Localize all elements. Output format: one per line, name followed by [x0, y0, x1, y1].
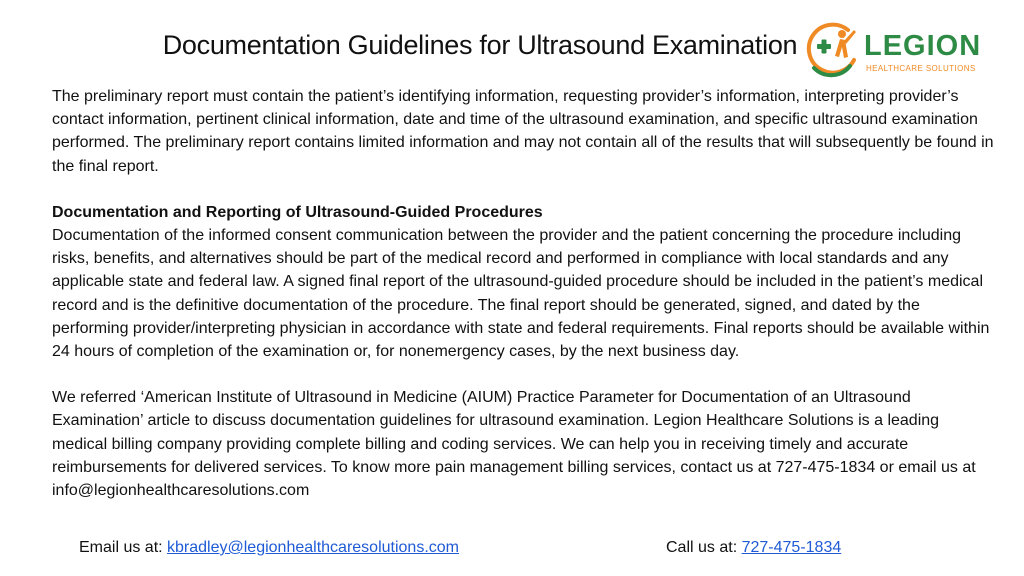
spacer	[52, 178, 997, 201]
logo-brand-text: LEGION	[864, 30, 982, 62]
reference-paragraph: We referred ‘American Institute of Ultrasound in Medicine (AIUM) Practice Parameter for Documentation of an Ultrasound Examination’ article to discuss documentation guidelines for ultrasound examination. Legion Healthcare Solutions is a leading medical billing company providing complete billing and coding services. We can help you in receiving timely and accurate reimbursements for delivered services. To know more pain management billing services, contact us at 727-475-1834 or email us at info@legionhealthcaresolutions.com	[52, 389, 976, 500]
intro-paragraph: The preliminary report must contain the patient’s identifying information, requesting provider’s information, interpreting provider’s contact information, pertinent clinical information, date and time of the ultrasound examination, and specific ultrasound examination performed. The preliminary report contains limited information and may not contain all of the results that will subsequently be found in the final report.	[52, 88, 994, 175]
procedures-paragraph: Documentation of the informed consent communication between the provider and the patient concerning the procedure including risks, benefits, and alternatives should be part of the medical record and performed in compliance with local standards and any applicable state and federal law. A signed final report of the ultrasound-guided procedure should be included in the patient’s medical record and is the definitive documentation of the procedure. The final report should be generated, signed, and dated by the performing provider/interpreting physician in accordance with state and federal requirements. Final reports should be available within 24 hours of completion of the examination or, for nonemergency cases, by the next business day.	[52, 227, 990, 361]
call-label: Call us at:	[666, 539, 742, 556]
company-logo	[804, 20, 984, 82]
footer-call	[666, 539, 841, 557]
footer-email	[79, 539, 459, 557]
body-content	[52, 85, 997, 502]
page-title: Documentation Guidelines for Ultrasound Examination	[162, 30, 798, 60]
email-label: Email us at:	[79, 539, 168, 556]
phone-link[interactable]: 727-475-1834	[741, 539, 842, 556]
email-link[interactable]: kbradley@legionhealthcaresolutions.com	[167, 539, 459, 556]
logo-tagline: HEALTHCARE SOLUTIONS	[866, 64, 976, 73]
section-heading: Documentation and Reporting of Ultrasound-Guided Procedures	[52, 203, 543, 221]
spacer	[52, 363, 997, 386]
medical-cross-person-icon	[804, 20, 862, 82]
